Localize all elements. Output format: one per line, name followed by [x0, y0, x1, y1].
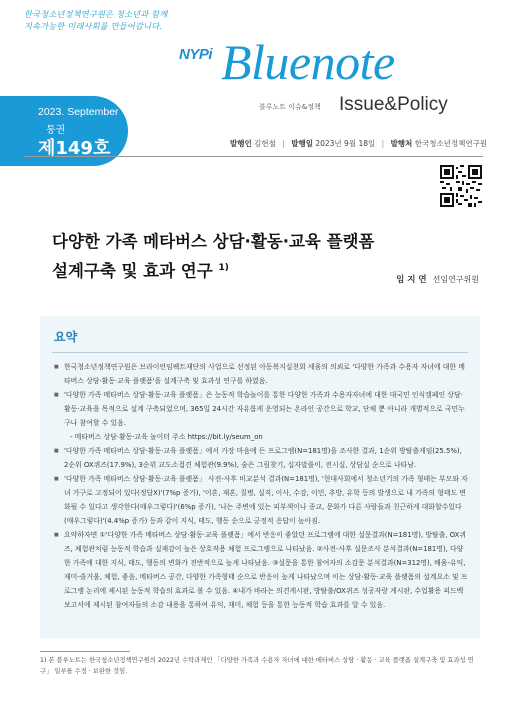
separator: | [282, 139, 285, 148]
summary-item: ■ '다양한 가족 메타버스 상담·활동·교육 플랫폼」에서 가장 마음에 든 프로그램(N=181명)을 조사한 결과, 1순위 방탈출게임(25.5%), 2순위 OX퀴즈(17.9%), 3순위 교도소접견 체험관(9.9%), 숨은 그림찾기, 십자말풀이, 전시실, 상담실 순으로 나타남. [54, 444, 468, 472]
publication-info [230, 138, 487, 149]
summary-item: ■ 요약하자면 ①'다양한 가족 메타버스 상담·활동·교육 플랫폼」에서 반응이 좋았던 프로그램에 대한 설문결과(N=181명), 방탈출, OX퀴즈, 체험관처럼 능동적 학습과 실재감이 높은 상호작용 체험 프로그램으로 나타났음. ②사전-사후 설문조사 분석결과(N=181명), 다양한 가족에 대한 지식, 태도, 행동의 변화가 전반적으로 높게 나타났음. ③설문을 통한 참여자의 소감문 분석결과(N=312명), 배움-유익, 재미-즐거움, 체험, 좋음, 메타버스 공간, 다양한 가족형태 순으로 반응이 높게 나타났으며 이는 상담·활동·교육 플랫폼의 설계요소 및 프로그램 논리에 제시된 능동적 학습의 효과로 볼 수 있음. ④내가 바라는 의견게시판, 방탈출/OX퀴즈 성공자랑 게시판, 수업활용 피드백 보고서에 제시된 참여자들의 소감 내용을 통하여 유익, 재미, 체험 등을 통한 능동적 학습 효과를 알 수 있음. [54, 528, 468, 612]
title-footnote-ref: 1) [218, 263, 229, 273]
summary-sub-note: - 메타버스 상담·활동·교육 놀이터 주소 https://bit.ly/seum_on [70, 433, 263, 441]
masthead-logo [179, 34, 479, 115]
nypi-logo: NYPi [179, 46, 213, 63]
publisher-office: 한국청소년정책연구원 [414, 139, 488, 148]
footnote-divider [40, 651, 130, 652]
title-line-2 [52, 255, 374, 285]
title-line-2-text: 설계구축 및 효과 연구 [52, 261, 213, 281]
summary-item: ■ '다양한 가족 메타버스 상담·활동·교육 플랫폼」은 능동적 학습놀이를 통한 다양한 가족과 수용자자녀에 대한 대국민 인식캠페인 상담·활동·교육을 목적으로 설계 구축되었으며, 365일 24시간 자유롭게 운영되는 온라인 공간으로 학교, 단체 뿐 아니라 개별적으로 국민누구나 참여할 수 있음. [54, 388, 468, 430]
issue-number: 제149호 [38, 138, 111, 159]
document-title [52, 228, 374, 285]
summary-box [40, 316, 480, 638]
logo-subtitle-en: Issue&Policy [339, 94, 448, 115]
issue-volume-label: 통권 [46, 125, 66, 136]
author-info [396, 273, 479, 285]
date-label: 발행일 [291, 139, 313, 148]
logo-subtitle-ko: 블루노트 이슈&정책 [259, 103, 321, 111]
header-divider [24, 156, 483, 157]
qr-code-icon[interactable] [440, 165, 482, 207]
summary-item: ■ '다양한 가족 메타버스 상담·활동·교육 플랫폼」 사전-사후 비교분석 결과(N=181명), '현대사회에서 청소년기의 가족 형태는 부모와 자녀 가구로 고정되어 있다(정답X)'(7%p 증가), '이혼, 재혼, 질병, 실직, 이사, 수감, 이민, 추방, 유학 등의 발생으로 내 가족의 형태도 변화될 수 있다고 생각한다(매우그렇다)'(6%p 증가), '나는 주변에 있는 피부색이나 종교, 문화가 다른 사람들과 친근하게 대화할수있다(매우그렇다)'(4.4%p 증가) 등과 같이 지식, 태도, 행동 순으로 긍정적 응답이 높아짐. [54, 472, 468, 528]
footnote: 1) 본 블루노트는 한국청소년정책연구원의 2022년 수탁과제인 「다양한 가족과 수용자 자녀에 대한 메타버스 상담 · 활동 · 교육 플랫폼 설계구축 및 효과성 연구」 일부를 수정 · 보완한 것임. [40, 657, 474, 675]
publisher-label: 발행인 [230, 139, 252, 148]
summary-item: ■ 한국청소년정책연구원은 브라이언임팩트재단의 사업으로 선정된 아동복지실천회 세움의 의뢰로 '다양한 가족과 수용자 자녀에 대한 메타버스 상담·활동·교육 플랫폼'을 설계구축 및 효과성 연구를 하였음. [54, 360, 468, 388]
slogan [24, 8, 167, 32]
author-role: 선임연구위원 [432, 275, 479, 284]
publisher-name: 김현철 [254, 139, 276, 148]
author-name: 임 지 연 [396, 275, 427, 285]
summary-heading: 요약 [54, 330, 78, 344]
bluenote-logo: Bluenote [221, 34, 395, 90]
publish-date: 2023년 9월 18일 [315, 139, 376, 148]
slogan-line-1: 한국청소년정책연구원은 청소년과 함께 [24, 9, 168, 19]
office-label: 발행처 [390, 139, 413, 148]
separator: | [381, 139, 385, 148]
title-line-1: 다양한 가족 메타버스 상담·활동·교육 플랫폼 [52, 232, 375, 251]
slogan-line-2: 지속가능한 미래사회를 만들어갑니다. [24, 21, 163, 31]
summary-divider [52, 352, 468, 353]
issue-date: 2023. September [38, 106, 119, 118]
summary-body [54, 360, 468, 612]
